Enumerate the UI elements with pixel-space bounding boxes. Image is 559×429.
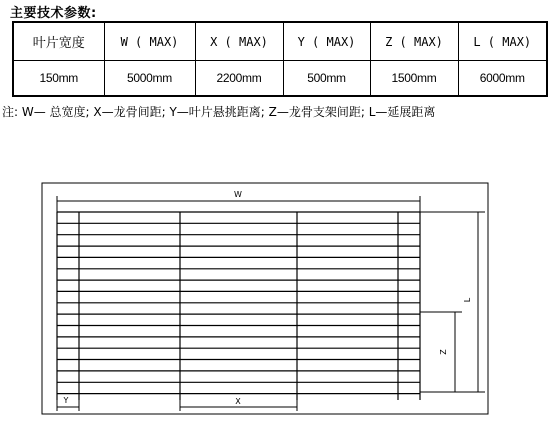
label-z: Z bbox=[439, 349, 448, 355]
keel-lines bbox=[57, 212, 420, 400]
value-z-max: 1500mm bbox=[370, 61, 458, 97]
header-l-max: L ( MAX) bbox=[458, 22, 547, 61]
header-x-max: X ( MAX) bbox=[195, 22, 283, 61]
value-x-max: 2200mm bbox=[195, 61, 283, 97]
label-w: W bbox=[234, 190, 242, 199]
header-w-max: W ( MAX) bbox=[104, 22, 195, 61]
label-l: L bbox=[463, 297, 472, 303]
value-w-max: 5000mm bbox=[104, 61, 195, 97]
value-l-max: 6000mm bbox=[458, 61, 547, 97]
dimension-l bbox=[420, 212, 485, 392]
label-x: X bbox=[235, 397, 241, 406]
parameters-heading: 主要技术参数: bbox=[10, 6, 97, 21]
blade-lines bbox=[57, 212, 420, 394]
dimension-z bbox=[420, 312, 462, 392]
value-blade-width: 150mm bbox=[13, 61, 104, 97]
header-blade-width: 叶片宽度 bbox=[13, 22, 104, 61]
dimension-x bbox=[180, 397, 297, 411]
header-y-max: Y ( MAX) bbox=[283, 22, 370, 61]
label-y: Y bbox=[63, 396, 69, 405]
legend-note: 注: W— 总宽度; X—龙骨间距; Y—叶片悬挑距离; Z—龙骨支架间距; L—延展距离 bbox=[2, 105, 436, 119]
drawing-frame bbox=[42, 183, 488, 414]
value-y-max: 500mm bbox=[283, 61, 370, 97]
header-z-max: Z ( MAX) bbox=[370, 22, 458, 61]
dimension-w bbox=[57, 190, 420, 212]
dimension-y bbox=[57, 396, 79, 411]
